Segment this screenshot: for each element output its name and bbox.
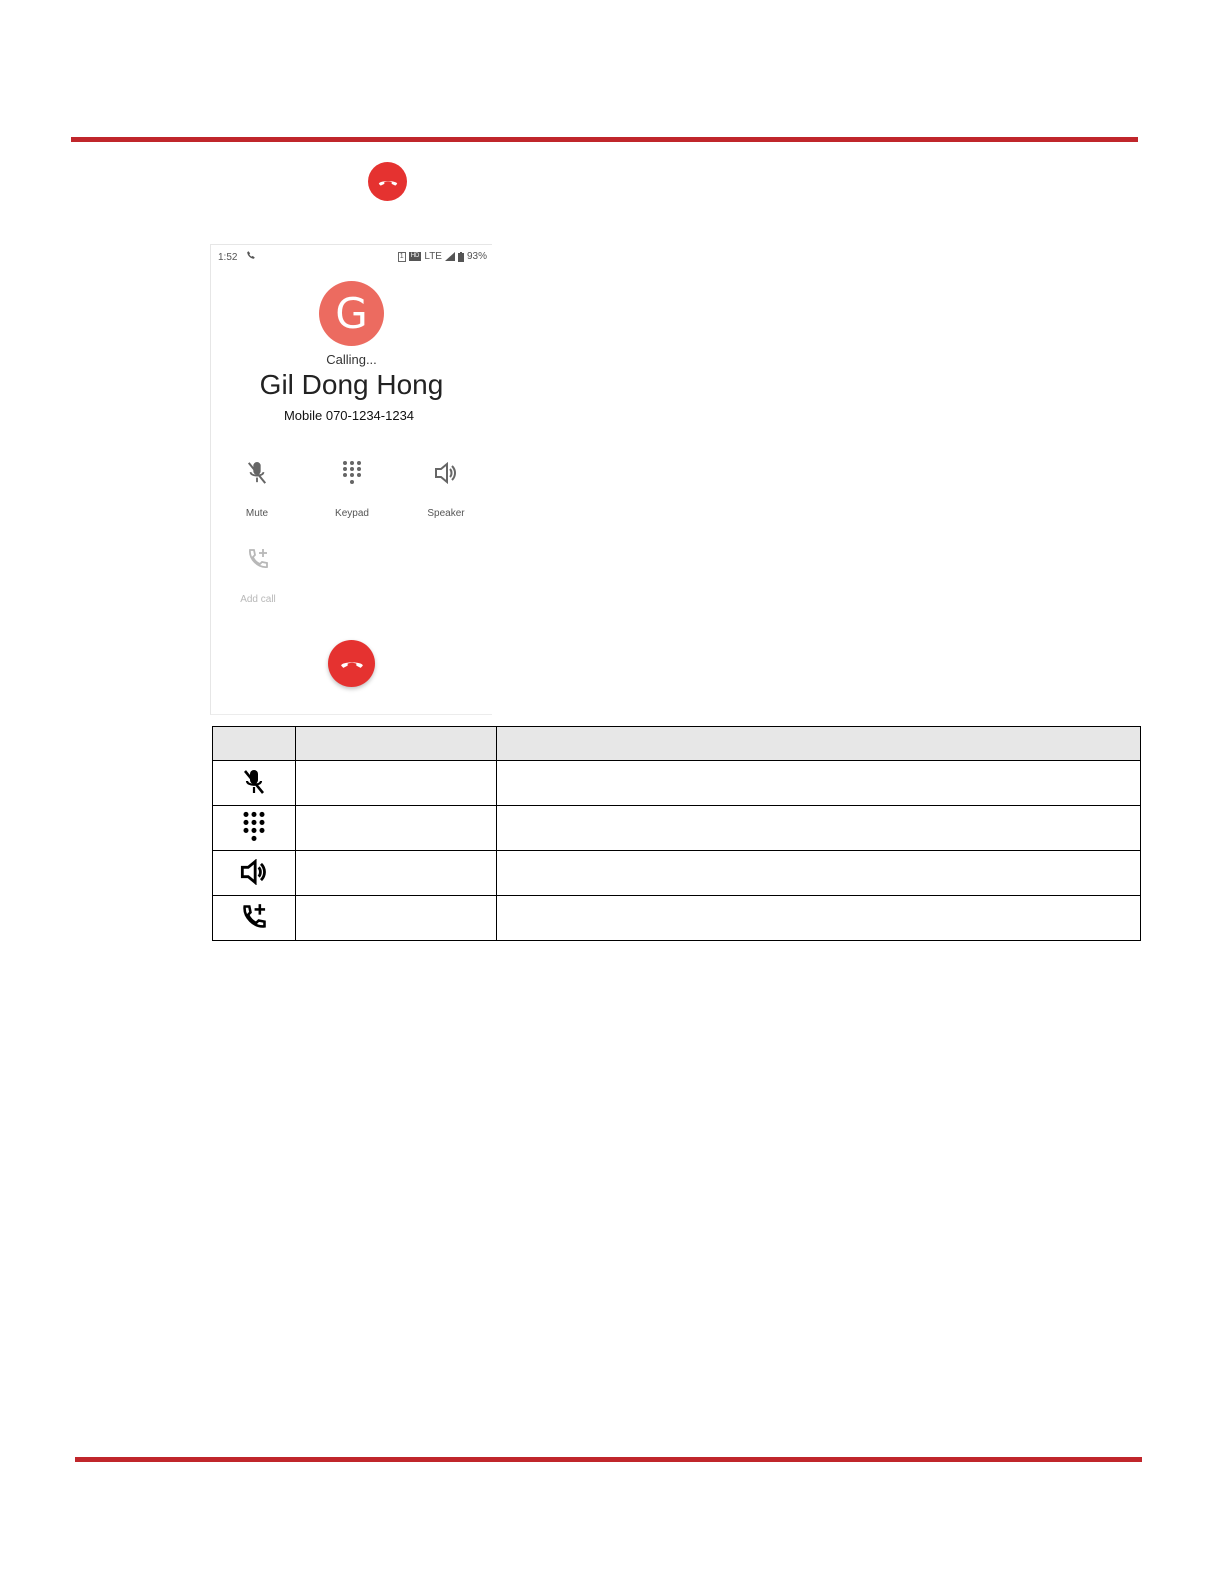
add-call-icon [240,903,268,931]
mic-off-icon [246,460,268,486]
footer-rule [75,1457,1142,1462]
speaker-button[interactable] [406,458,486,519]
add-call-button[interactable] [218,544,298,605]
contact-avatar: G [319,281,384,346]
signal-icon [445,252,455,261]
table-header-icon [213,727,296,761]
table-row [213,851,1141,896]
row-description [497,761,1141,806]
dialpad-icon [341,460,363,486]
row-name [296,806,497,851]
speaker-icon [434,462,458,484]
add-call-icon [246,547,270,571]
table-row [213,896,1141,941]
keypad-button[interactable] [312,458,392,519]
mute-button[interactable] [217,458,297,519]
table-row [213,761,1141,806]
add-call-label: Add call [240,594,276,605]
phone-icon [246,250,256,260]
contact-number: Mobile 070-1234-1234 [283,408,415,423]
sim-badge: 1 [399,252,404,260]
mute-label: Mute [245,508,269,519]
dialpad-icon [241,811,267,843]
row-name [296,851,497,896]
row-description [497,806,1141,851]
call-status: Calling... [326,352,377,367]
keypad-label: Keypad [335,508,369,519]
phone-screenshot [210,244,492,715]
header-rule [71,137,1138,142]
speaker-icon [240,859,268,885]
controls-table [212,726,1141,941]
hd-badge: HD [410,253,420,259]
row-description [497,851,1141,896]
battery-level: 93% [466,251,487,262]
lte-label: LTE [424,251,442,262]
end-call-button-illustration [368,162,407,201]
status-bar [211,245,492,267]
mic-off-icon [241,768,267,796]
status-time: 1:52 [218,252,238,263]
row-description [497,896,1141,941]
table-header-row [213,727,1141,761]
row-name [296,761,497,806]
row-name [296,896,497,941]
battery-icon [458,252,464,262]
end-call-icon [377,177,399,187]
table-row [213,806,1141,851]
end-call-icon [339,658,365,669]
table-header-description [497,727,1141,761]
table-header-name [296,727,497,761]
contact-name: Gil Dong Hong [259,369,444,400]
end-call-button[interactable] [328,640,375,687]
speaker-label: Speaker [427,508,465,519]
